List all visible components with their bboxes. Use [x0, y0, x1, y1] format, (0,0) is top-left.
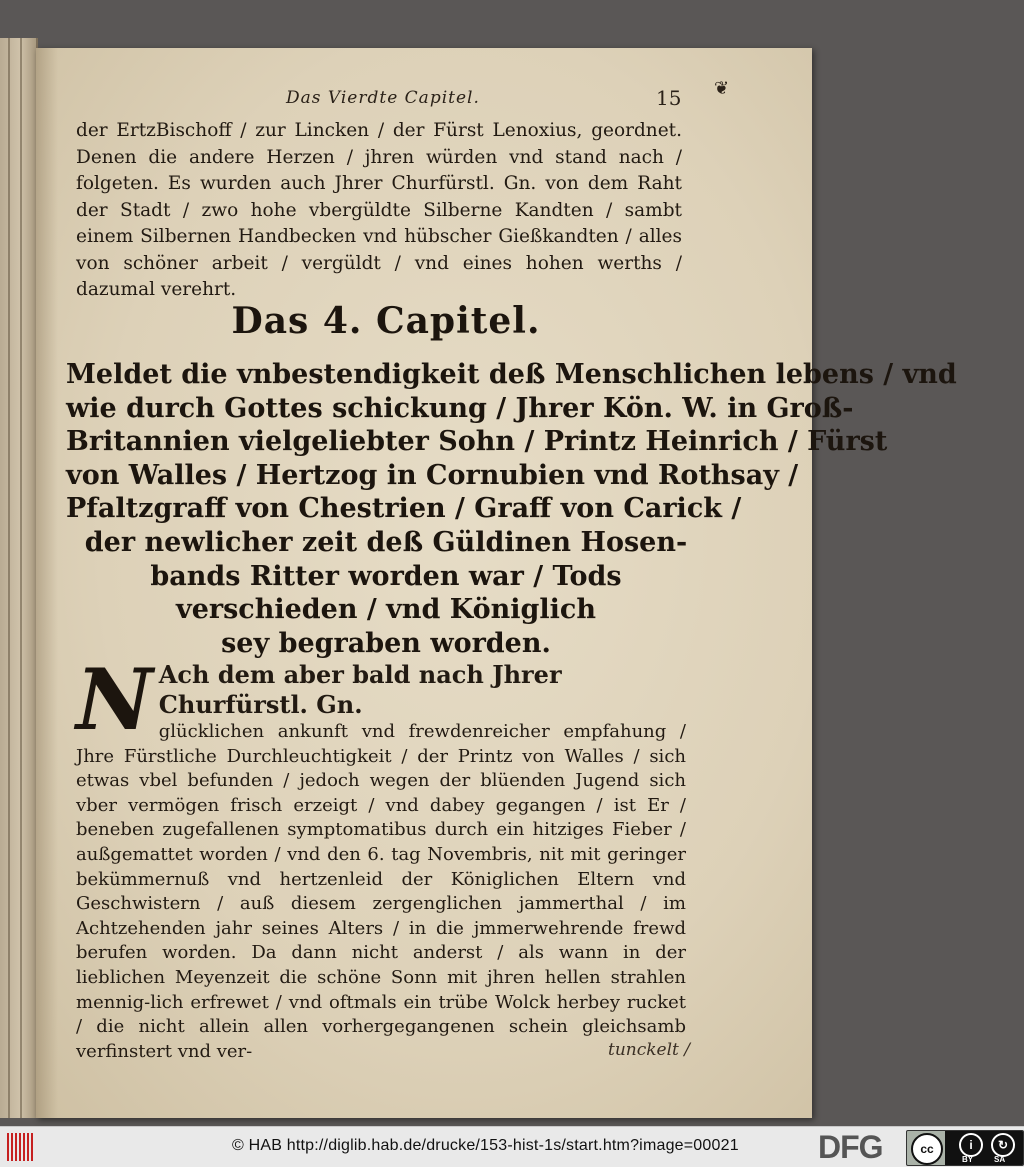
chapter-summary [66, 358, 957, 660]
summary-line: Britannien vielgeliebter Sohn / Printz Heinrich / Fürst [66, 426, 888, 458]
by-label: BY [962, 1155, 974, 1164]
books-icon[interactable] [6, 1133, 36, 1161]
ornament-mark: ❦ [714, 78, 730, 99]
paragraph-1: der ErtzBischoff / zur Lincken / der Fürst Lenoxius, geordnet. Denen die andere Herzen / jhren würden vnd stand nach / folgeten. Es wurden auch Jhrer Churfürstl. Gn. von dem Raht der Stadt / zwo hohe vbergüldte Silberne Kandten / sambt einem Silbernen Handbecken vnd hübscher Gießkandten / alles von schöner arbeit / vergüldt / vnd eines hohen werths / dazumal verehrt. [76, 120, 682, 300]
running-head: Das Vierdte Capitel. [286, 88, 480, 108]
paragraph-2 [76, 650, 686, 1064]
dfg-logo[interactable]: DFG [818, 1129, 883, 1165]
attribution-icon: i [959, 1133, 983, 1157]
summary-line: der newlicher zeit deß Güldinen Hosen- [84, 526, 688, 558]
cc-license-badge[interactable] [906, 1130, 1024, 1166]
book-page [36, 48, 957, 1118]
chapter-title: Das 4. Capitel. [231, 300, 541, 342]
page-number: 15 [656, 86, 682, 110]
previous-page-edge [0, 38, 38, 1118]
paragraph-2-text: glücklichen ankunft vnd frewdenreicher empfahung / Jhre Fürstliche Durchleuchtigkeit / der Printz von Walles / sich etwas vbel befunden / jedoch wegen der blüenden Jugend sich vber vermögen frisch erzeigt / vnd dabey gegangen / ist Er / beneben zugefallenen symptomatibus durch ein hitziges Fieber / außgemattet worden / vnd den 6. tag Novembris, nit mit geringer bekümmernuß vnd hertzenleid der Königlichen Eltern vnd Geschwistern / auß diesem zergenglichen jammerthal / im Achtzehenden jahr seines Alters / in die jmmerwehrende frewd berufen worden. Da dann nicht anderst / als wann in der lieblichen Meyenzeit die schöne Sonn mit jhren hellen strahlen mennig-lich erfrewet / vnd oftmals ein trübe Wolck herbey rucket / die nicht allein allen vorhergegangenen schein gleichsamb verfinstert vnd ver- [76, 721, 686, 1062]
paragraph-2-lead: Ach dem aber bald nach Jhrer Churfürstl. Gn. [158, 660, 562, 719]
page-gutter-shadow [36, 48, 58, 1118]
footer-bar [0, 1126, 1024, 1167]
copyright-link[interactable]: © HAB http://diglib.hab.de/drucke/153-hist-1s/start.htm?image=00021 [232, 1137, 739, 1154]
license-strip [945, 1131, 1023, 1165]
summary-line: Pfaltzgraff von Chestrien / Graff von Carick / [66, 493, 742, 525]
summary-line: Meldet die vnbestendigkeit deß Menschlichen lebens / vnd [66, 359, 957, 390]
summary-line: verschieden / vnd Königlich [176, 594, 596, 626]
drop-cap: N [76, 650, 153, 749]
sa-label: SA [994, 1155, 1006, 1164]
summary-line: von Walles / Hertzog in Cornubien vnd Rothsay / [66, 459, 799, 491]
cc-icon: cc [911, 1133, 943, 1165]
summary-line: sey begraben worden. [221, 627, 551, 659]
summary-line: bands Ritter worden war / Tods [150, 560, 622, 592]
summary-line: wie durch Gottes schickung / Jhrer Kön. W. in Groß- [66, 392, 854, 424]
catchword: tunckelt / [608, 1040, 691, 1060]
share-alike-icon: ↻ [991, 1133, 1015, 1157]
